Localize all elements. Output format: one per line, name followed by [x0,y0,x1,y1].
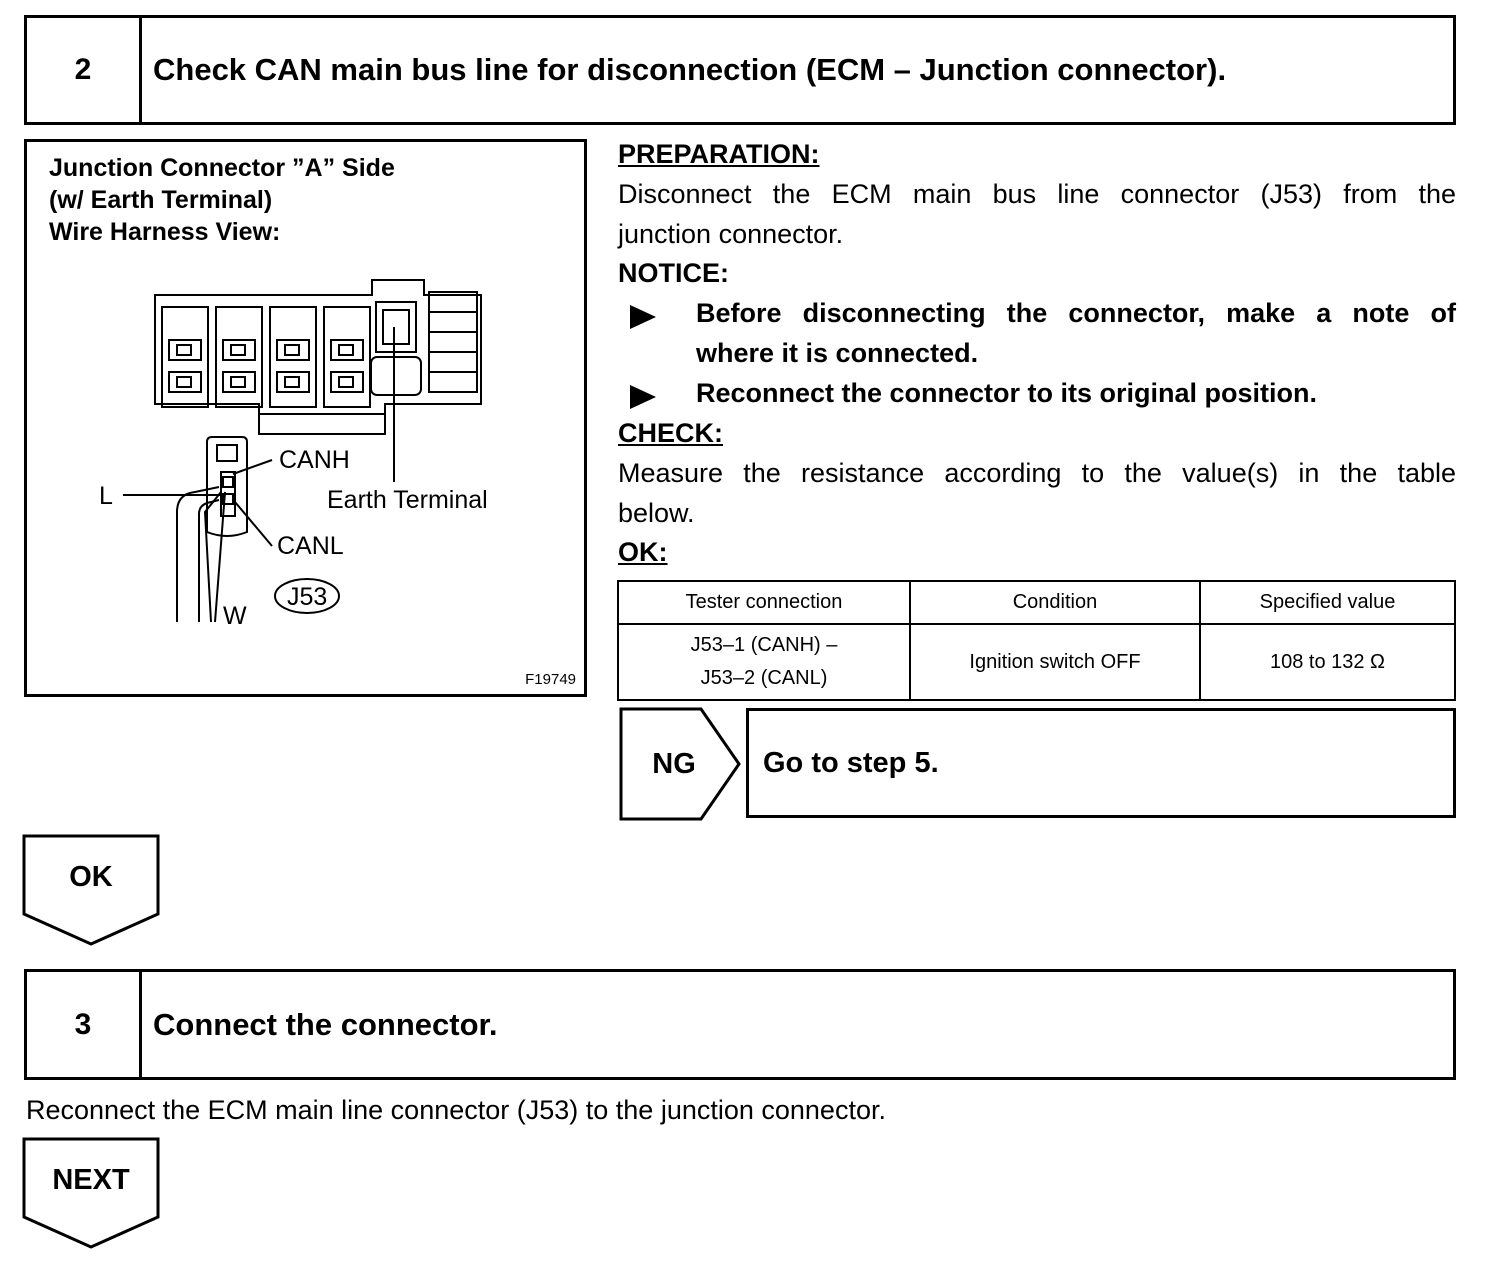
table-cell-condition: Ignition switch OFF [910,624,1200,700]
step-number: 2 [27,18,142,122]
ok-heading: OK: [618,537,668,567]
notice-item: Before disconnecting the connector, make a note of [696,298,1456,328]
j53-label: J53 [287,583,328,611]
right-triangle-bullet-icon [630,305,656,329]
w-wire-label: W [223,602,247,630]
canh-label: CANH [279,446,350,474]
preparation-heading: PREPARATION: [618,139,820,169]
preparation-line: junction connector. [618,219,844,249]
step-3-header [24,969,1456,1080]
table-cell-tester [618,624,910,700]
tester-line: J53–2 (CANL) [700,667,828,689]
table-header: Condition [910,581,1200,624]
right-triangle-bullet-icon [630,385,656,409]
table-header: Specified value [1200,581,1455,624]
step-number: 3 [27,972,142,1077]
step-title: Connect the connector. [153,1006,498,1042]
figure-id: F19749 [525,671,576,688]
ok-button[interactable]: OK [69,860,113,893]
figure-title-line: (w/ Earth Terminal) [49,186,273,214]
figure-title-line: Wire Harness View: [49,218,281,246]
step-2-header [24,15,1456,125]
table-cell-value: 108 to 132 Ω [1200,624,1455,700]
notice-heading: NOTICE: [618,258,729,288]
notice-item: where it is connected. [696,338,979,368]
spec-table [617,580,1456,701]
check-heading: CHECK: [618,418,723,448]
step-3-description: Reconnect the ECM main line connector (J53) to the junction connector. [26,1095,886,1125]
ng-action-box [746,708,1456,818]
check-line: Measure the resistance according to the value(s) in the table [618,458,1456,488]
table-row [618,624,1455,700]
notice-item: Reconnect the connector to its original position. [696,378,1318,408]
figure-title-line: Junction Connector ”A” Side [49,154,395,182]
next-button[interactable]: NEXT [52,1163,130,1196]
check-line: below. [618,498,695,528]
canl-label: CANL [277,532,344,560]
connector-housing [155,280,481,434]
table-header-row [618,581,1455,624]
ng-action-text[interactable]: Go to step 5. [763,746,939,779]
connector-figure [24,139,587,697]
step-title: Check CAN main bus line for disconnection (ECM – Junction connector). [153,52,1227,87]
ng-button[interactable]: NG [652,747,696,780]
earth-terminal-label: Earth Terminal [327,486,488,514]
connector-diagram [27,142,584,694]
preparation-line: Disconnect the ECM main bus line connector (J53) from the [618,179,1456,209]
tester-line: J53–1 (CANH) – [690,634,838,656]
l-wire-label: L [99,482,113,510]
table-header: Tester connection [618,581,910,624]
